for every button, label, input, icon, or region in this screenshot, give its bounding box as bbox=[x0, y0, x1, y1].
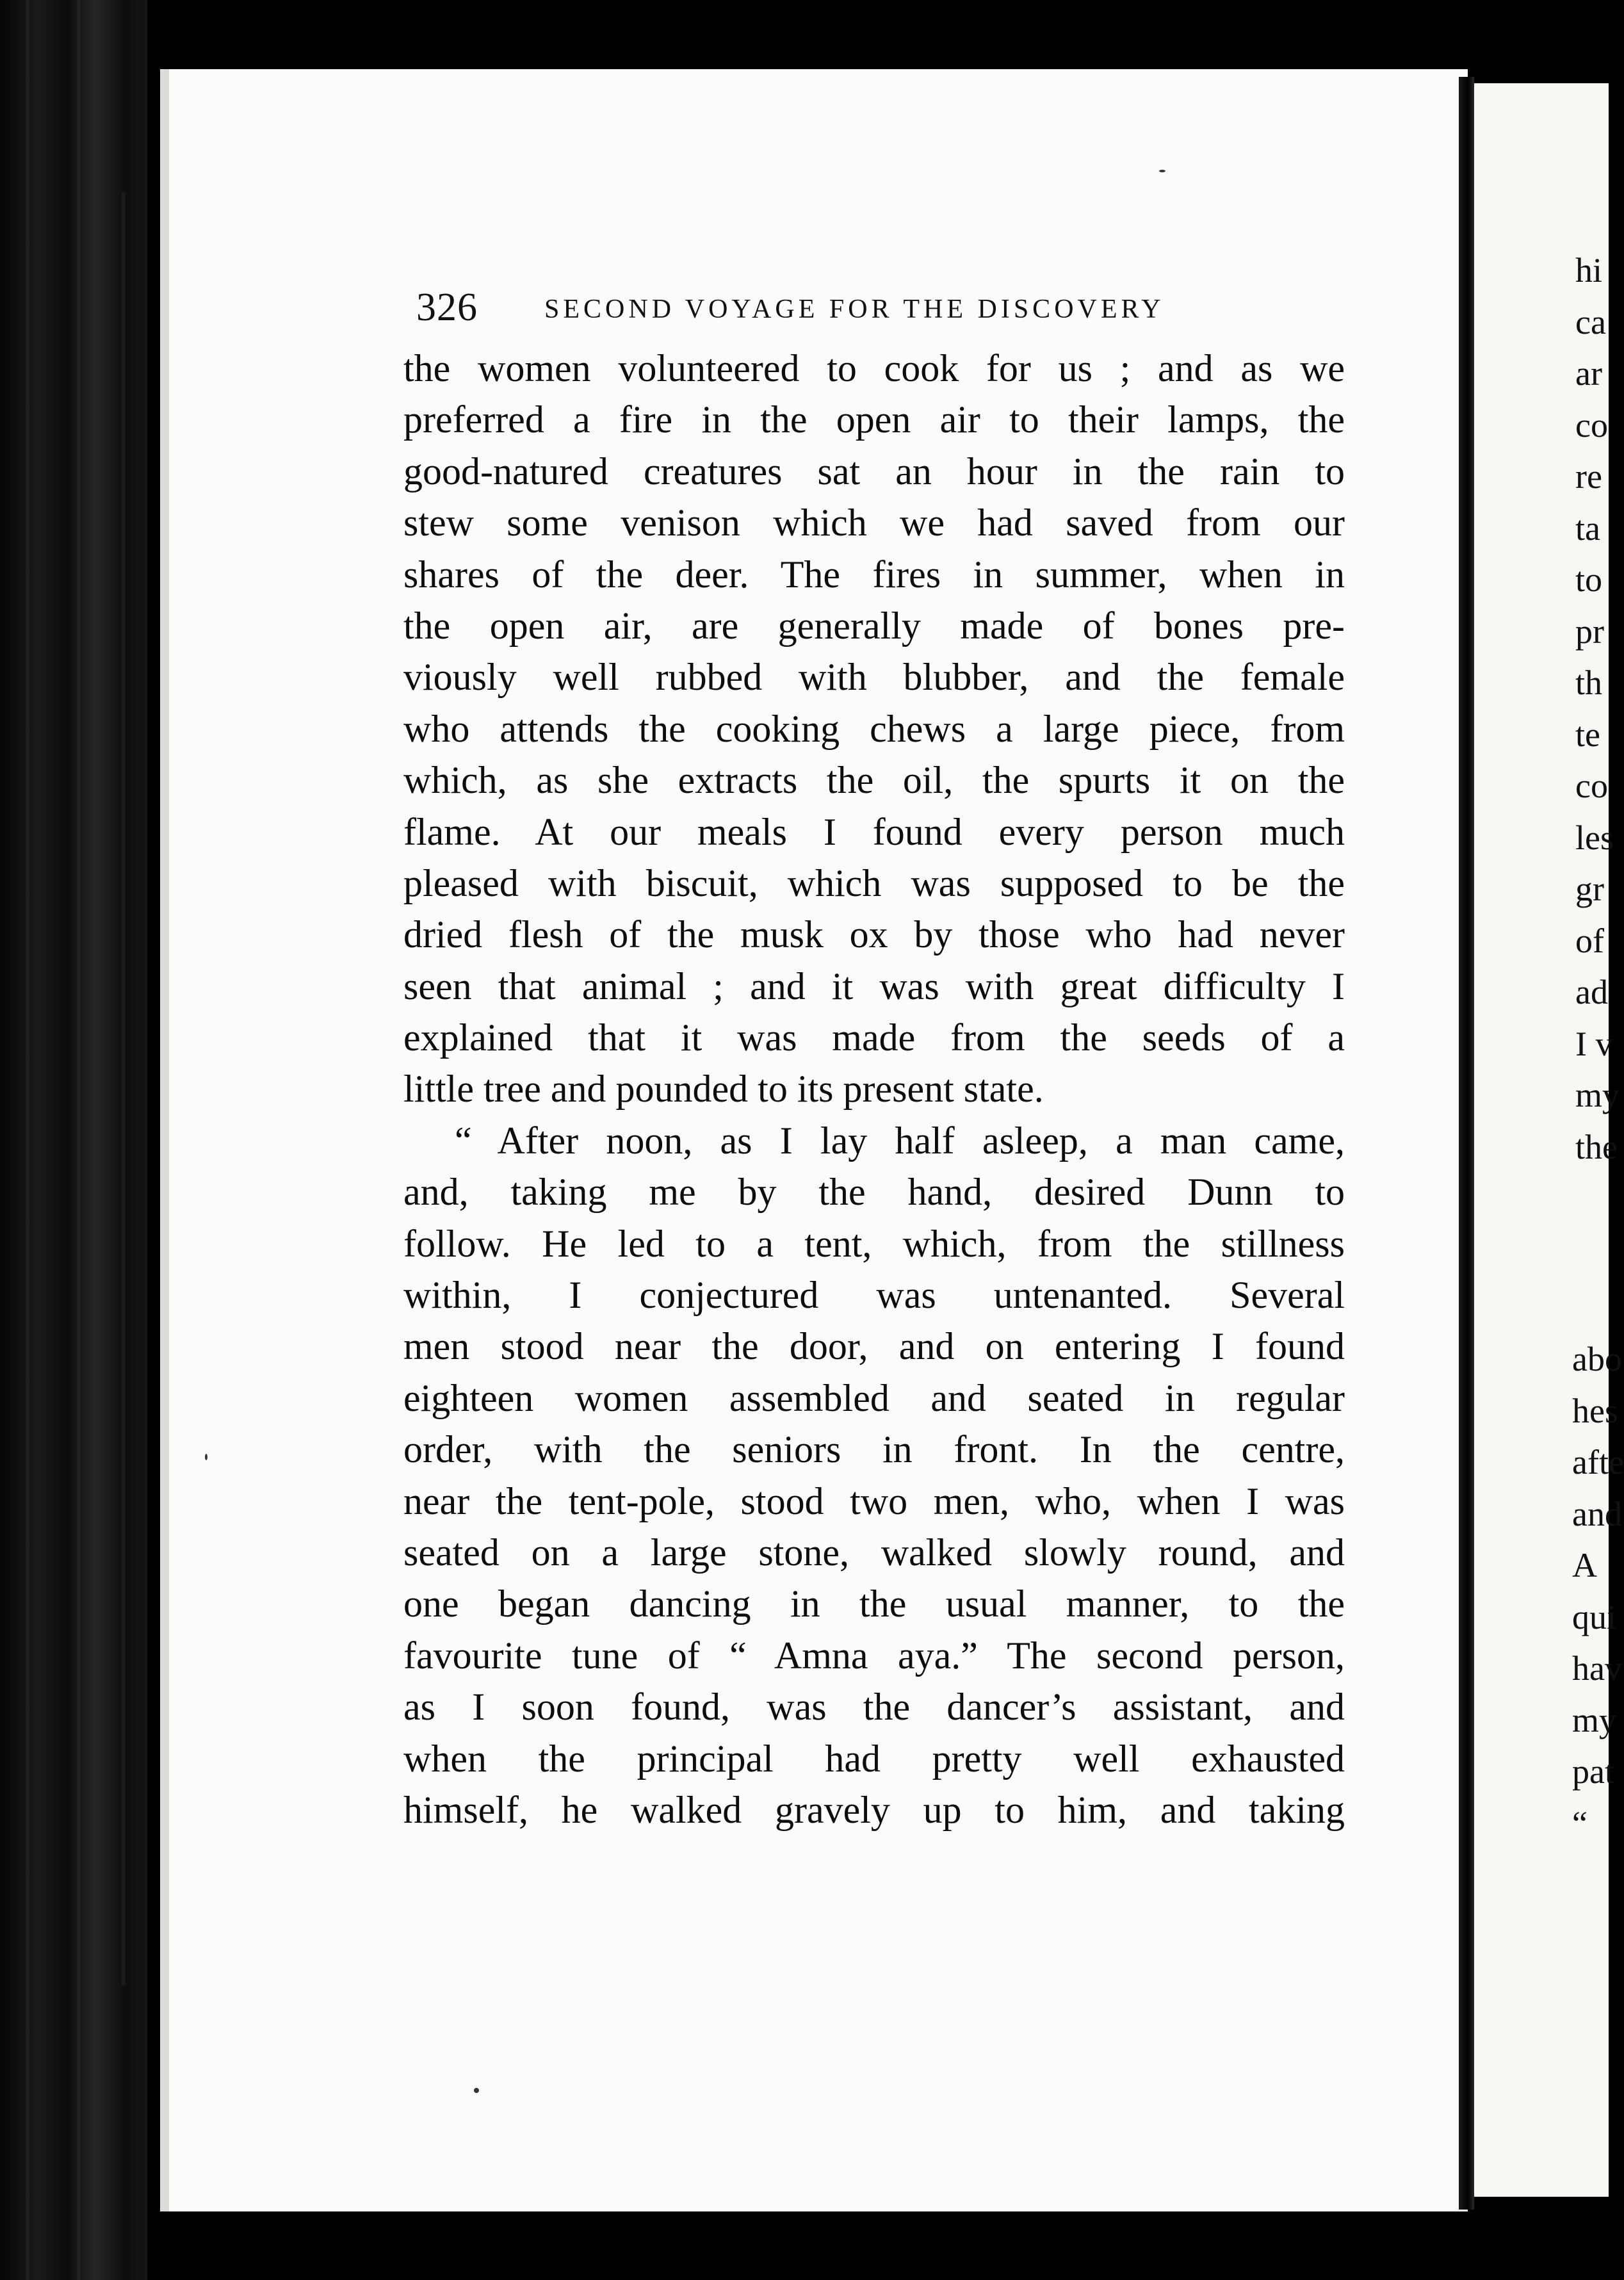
paper-speck bbox=[1159, 170, 1165, 172]
text-line: within, I conjectured was untenanted. Several bbox=[403, 1274, 1345, 1317]
text-line: near the tent-pole, stood two men, who, when I was bbox=[403, 1479, 1345, 1522]
text-line: shares of the deer. The fires in summer, when in bbox=[403, 553, 1345, 596]
text-line: viously well rubbed with blubber, and the female bbox=[403, 656, 1345, 699]
facing-page-text-fragment: A bbox=[1572, 1546, 1597, 1584]
facing-page-text-fragment: hes bbox=[1572, 1391, 1618, 1430]
paper-speck bbox=[474, 2088, 479, 2093]
text-line: flame. At our meals I found every person much bbox=[403, 810, 1345, 853]
text-line: eighteen women assembled and seated in regular bbox=[403, 1376, 1345, 1419]
running-head: SECOND VOYAGE FOR THE DISCOVERY bbox=[544, 295, 1165, 324]
binding-streak bbox=[77, 0, 81, 2280]
facing-page-text-fragment: to bbox=[1575, 560, 1603, 599]
text-line: little tree and pounded to its present state. bbox=[403, 1068, 1044, 1111]
text-line: which, as she extracts the oil, the spurts it on the bbox=[403, 759, 1345, 802]
facing-page-text-fragment: pat bbox=[1572, 1752, 1614, 1791]
facing-page-text-fragment: hav bbox=[1572, 1649, 1622, 1688]
facing-page-text-fragment: ca bbox=[1575, 302, 1606, 341]
facing-page-text-fragment: co bbox=[1575, 405, 1608, 444]
text-line: explained that it was made from the seeds of a bbox=[403, 1016, 1345, 1059]
text-line: the women volunteered to cook for us ; and as we bbox=[403, 347, 1345, 389]
facing-page-text-fragment: of bbox=[1575, 921, 1604, 960]
text-line: seated on a large stone, walked slowly round, and bbox=[403, 1531, 1345, 1574]
facing-page-text-fragment: the bbox=[1575, 1127, 1618, 1166]
facing-page-text-fragment: gr bbox=[1575, 870, 1604, 908]
text-line: and, taking me by the hand, desired Dunn to bbox=[403, 1171, 1345, 1214]
text-line: good-natured creatures sat an hour in the rain to bbox=[403, 450, 1345, 493]
text-line: follow. He led to a tent, which, from the stillness bbox=[403, 1222, 1345, 1265]
facing-page-text-fragment: ar bbox=[1575, 354, 1602, 393]
text-line: order, with the seniors in front. In the centre, bbox=[403, 1428, 1345, 1471]
text-line: one began dancing in the usual manner, to the bbox=[403, 1583, 1345, 1625]
text-line: the open air, are generally made of bones pre- bbox=[403, 604, 1345, 647]
text-line: pleased with biscuit, which was supposed to be the bbox=[403, 861, 1345, 904]
text-line: preferred a fire in the open air to their lamps, the bbox=[403, 398, 1345, 441]
text-line: stew some venison which we had saved from our bbox=[403, 501, 1345, 544]
facing-page-text-fragment: te bbox=[1575, 715, 1600, 754]
text-line: seen that animal ; and it was with great difficulty I bbox=[403, 965, 1345, 1007]
facing-page-text-fragment: afte bbox=[1572, 1443, 1624, 1481]
text-line: dried flesh of the musk ox by those who had never bbox=[403, 913, 1345, 956]
facing-page-text-fragment: qui bbox=[1572, 1597, 1617, 1636]
facing-page-text-fragment: my bbox=[1575, 1076, 1620, 1114]
facing-page-text-fragment: my bbox=[1572, 1700, 1617, 1739]
facing-page-text-fragment: I v bbox=[1575, 1024, 1613, 1063]
facing-page-text-fragment: hi bbox=[1575, 251, 1603, 289]
paper-speck bbox=[205, 1454, 207, 1460]
text-line: as I soon found, was the dancer’s assistant, and bbox=[403, 1686, 1345, 1729]
facing-page-text-fragment: pr bbox=[1575, 612, 1604, 651]
facing-page-text-fragment: co bbox=[1575, 767, 1608, 805]
binding-streak bbox=[122, 192, 126, 1985]
page-gutter bbox=[1459, 77, 1474, 2210]
text-line: himself, he walked gravely up to him, and taking bbox=[403, 1788, 1345, 1831]
facing-page-edge bbox=[1474, 83, 1624, 2197]
body-text bbox=[403, 343, 1345, 1836]
facing-page-text-fragment: abo bbox=[1572, 1340, 1622, 1378]
book-binding bbox=[0, 0, 147, 2280]
facing-page-text-fragment: ta bbox=[1575, 509, 1600, 548]
text-line: when the principal had pretty well exhausted bbox=[403, 1737, 1345, 1780]
binding-streak bbox=[26, 0, 29, 2280]
facing-page-text-fragment: “ bbox=[1572, 1804, 1587, 1843]
facing-page-text-fragment: th bbox=[1575, 664, 1603, 702]
text-line: “ After noon, as I lay half asleep, a man came, bbox=[455, 1119, 1345, 1162]
facing-page-text-fragment: les bbox=[1575, 818, 1614, 857]
facing-page-text-fragment: ad bbox=[1575, 973, 1608, 1011]
text-line: favourite tune of “ Amna aya.” The second person, bbox=[403, 1634, 1345, 1677]
facing-page-text-fragment: and bbox=[1572, 1494, 1622, 1533]
text-line: men stood near the door, and on entering I found bbox=[403, 1325, 1345, 1368]
page-number: 326 bbox=[416, 286, 478, 329]
facing-page-text-fragment: re bbox=[1575, 457, 1602, 496]
page-header bbox=[416, 285, 1345, 330]
text-line: who attends the cooking chews a large piece, from bbox=[403, 707, 1345, 750]
